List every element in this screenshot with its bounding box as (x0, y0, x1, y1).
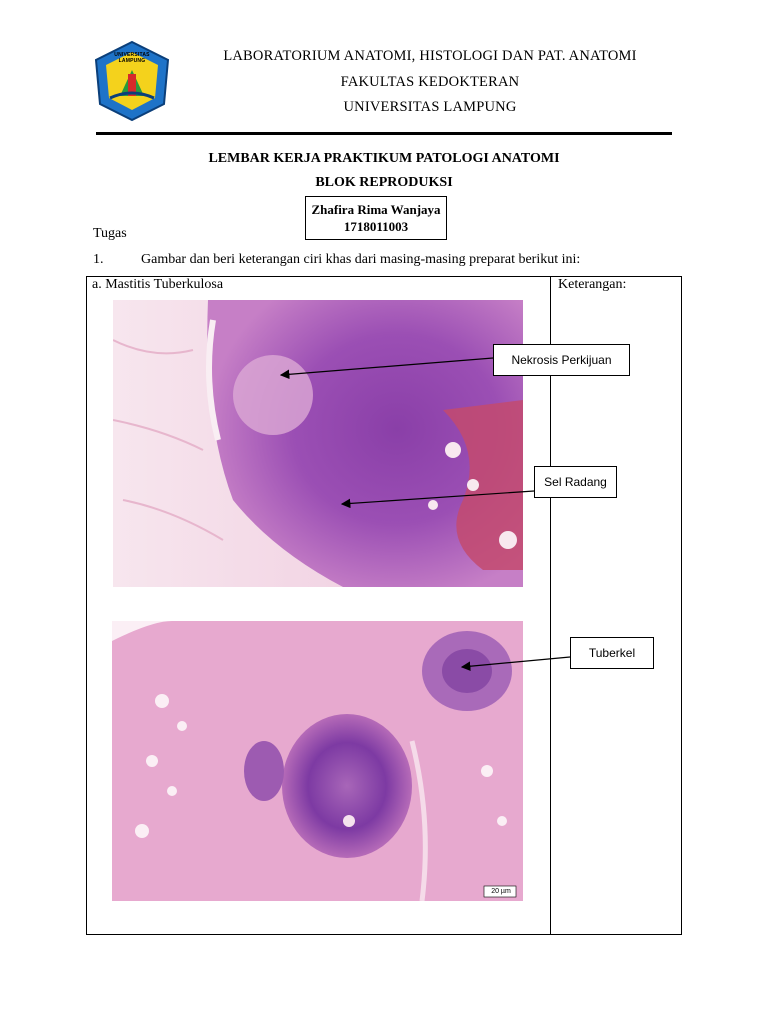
task-number: 1. (93, 252, 104, 267)
logo-text: UNIVERSITAS LAMPUNG (114, 52, 150, 64)
block-title: BLOK REPRODUKSI (315, 175, 453, 190)
notes-header: Keterangan: (558, 277, 627, 292)
item-label: a. Mastitis Tuberkulosa (92, 277, 224, 292)
necrosis-label: Nekrosis Perkijuan (493, 344, 630, 376)
scale-bar: 20 µm (491, 888, 511, 895)
inflammatory-cells-label: Sel Radang (534, 466, 617, 498)
faculty-name: FAKULTAS KEDOKTERAN (340, 74, 520, 90)
lab-name: LABORATORIUM ANATOMI, HISTOLOGI DAN PAT. ANATOMI (223, 48, 637, 64)
tubercle-arrow (462, 657, 570, 667)
task-text: Gambar dan beri keterangan ciri khas dari masing-masing preparat berikut ini: (141, 252, 581, 267)
student-name: Zhafira Rima Wanjaya (311, 202, 441, 217)
task-label: Tugas (93, 226, 127, 241)
university-name: UNIVERSITAS LAMPUNG (343, 99, 517, 115)
tubercle-label: Tuberkel (570, 637, 654, 669)
worksheet-title: LEMBAR KERJA PRAKTIKUM PATOLOGI ANATOMI (208, 151, 560, 166)
student-id: 1718011003 (343, 219, 409, 234)
inflammatory-cells-arrow (342, 491, 534, 504)
necrosis-arrow (281, 358, 493, 375)
